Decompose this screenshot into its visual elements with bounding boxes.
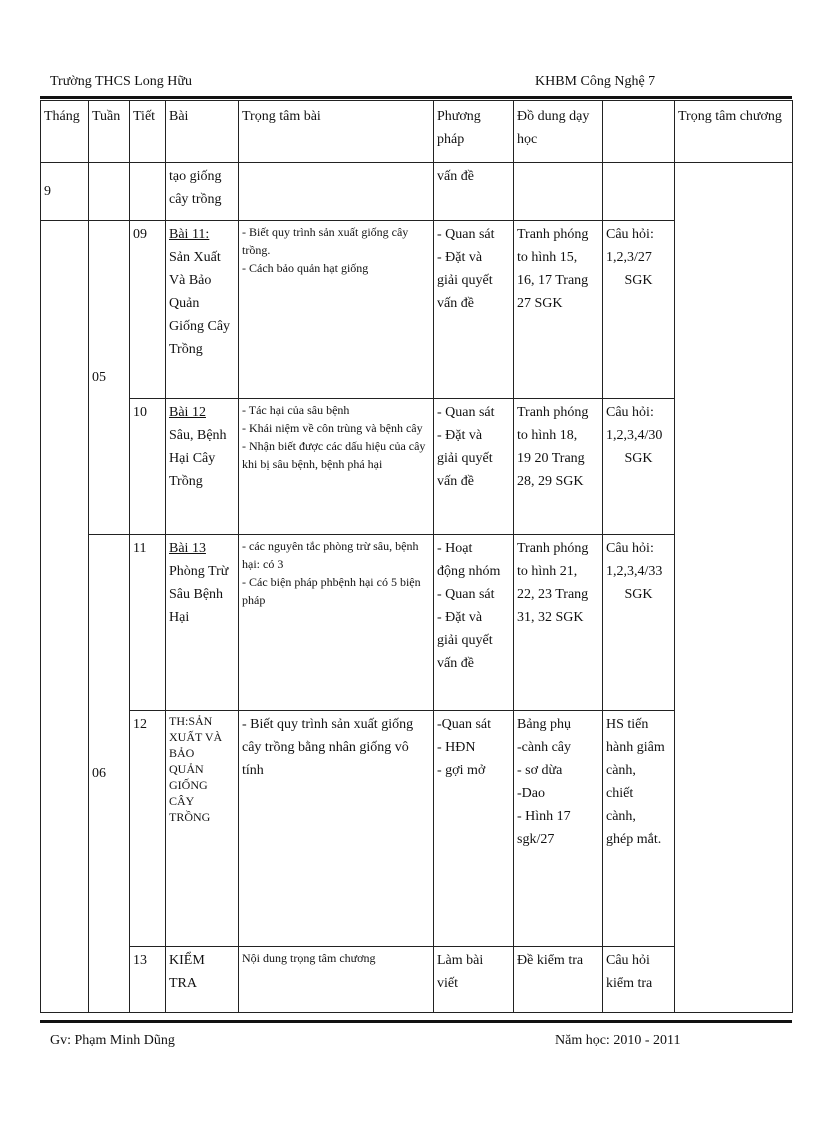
col-header-method: Phương pháp [434, 101, 514, 163]
lesson-title: Bài 13 [169, 541, 206, 556]
lesson-line: Trồng [169, 474, 203, 489]
lesson-line: CÂY [169, 794, 195, 808]
materials-line: - sơ dừa [517, 763, 563, 778]
month-cell-empty [41, 221, 89, 1013]
period-cell: 12 [130, 711, 166, 947]
lesson-line: Hại [169, 610, 190, 625]
period-cell: 09 [130, 221, 166, 399]
method-line: động nhóm [437, 564, 501, 579]
teacher-name: Gv: Phạm Minh Dũng [50, 1033, 175, 1048]
materials-line: Đề kiểm tra [517, 953, 584, 968]
materials-cell [514, 163, 603, 221]
extra-line: HS tiến [606, 717, 649, 732]
lesson-line: TRA [169, 976, 197, 991]
materials-line: Bảng phụ [517, 717, 572, 732]
lesson-line: TRỒNG [169, 810, 211, 824]
col-header-lesson: Bài [166, 101, 239, 163]
lesson-cell [166, 711, 239, 947]
method-cell [434, 221, 514, 399]
lesson-line: TH:SẢN [169, 714, 213, 728]
lesson-line: Sản Xuất [169, 250, 221, 265]
lesson-line: Sâu Bệnh [169, 587, 224, 602]
extra-line: chiết [606, 786, 634, 801]
materials-cell [514, 535, 603, 711]
lesson-line: Trồng [169, 342, 203, 357]
lesson-line: Và Bảo [169, 273, 212, 288]
extra-line: Câu hỏi: [606, 541, 654, 556]
method-line: giải quyết [437, 273, 493, 288]
method-line: vấn đề [437, 296, 474, 311]
lesson-line: XUẤT VÀ [169, 730, 223, 744]
materials-cell [514, 399, 603, 535]
focus-cell [239, 711, 434, 947]
lesson-cell [166, 947, 239, 1013]
lesson-line: cây trồng [169, 192, 222, 207]
method-line: - Đặt và [437, 428, 483, 443]
materials-cell [514, 947, 603, 1013]
lesson-line: Quản [169, 296, 200, 311]
method-line: - HĐN [437, 740, 476, 755]
lesson-cell [166, 399, 239, 535]
method-line: - Quan sát [437, 587, 495, 602]
school-year: Năm học: 2010 - 2011 [555, 1033, 681, 1048]
week-cell: 06 [89, 535, 130, 1013]
extra-line: Câu hỏi: [606, 227, 654, 242]
extra-cell [603, 535, 675, 711]
focus-line: - Các biện pháp phbệnh hại có 5 biện pháp [242, 575, 421, 607]
method-line: - Quan sát [437, 227, 495, 242]
col-header-month: Tháng [41, 101, 89, 163]
method-line: - Quan sát [437, 405, 495, 420]
chapter-focus-cell [675, 163, 793, 1013]
lesson-line: QUẢN [169, 762, 204, 776]
col-header-blank [603, 101, 675, 163]
materials-line: -cành cây [517, 740, 572, 755]
method-line: vấn đề [437, 169, 474, 184]
extra-cell [603, 947, 675, 1013]
extra-line: Câu hỏi [606, 953, 650, 968]
focus-line: - Nhận biết được các dấu hiệu của cây khi bị sâu bệnh, bệnh phá hại [242, 439, 426, 471]
materials-line: Tranh phóng [517, 405, 589, 420]
method-line: -Quan sát [437, 717, 492, 732]
focus-cell [239, 163, 434, 221]
materials-line: to hình 18, [517, 428, 578, 443]
focus-cell [239, 221, 434, 399]
period-cell: 13 [130, 947, 166, 1013]
method-cell [434, 399, 514, 535]
subject-title: KHBM Công Nghệ 7 [535, 74, 656, 89]
extra-line: kiểm tra [606, 976, 653, 991]
period-cell: 10 [130, 399, 166, 535]
method-line: viết [437, 976, 458, 991]
method-cell [434, 535, 514, 711]
materials-line: 27 SGK [517, 296, 563, 311]
materials-line: -Dao [517, 786, 545, 801]
period-cell [130, 163, 166, 221]
focus-line: - Khái niệm về côn trùng và bệnh cây [242, 421, 423, 435]
focus-cell [239, 947, 434, 1013]
materials-line: 22, 23 Trang [517, 587, 589, 602]
materials-cell [514, 711, 603, 947]
week-cell [89, 163, 130, 221]
footer-rule [40, 1020, 792, 1023]
extra-line: 1,2,3,4/30 [606, 428, 663, 443]
extra-line: SGK [624, 451, 653, 466]
extra-cell [603, 163, 675, 221]
table-header-row [41, 101, 793, 163]
lesson-plan-table [40, 100, 793, 1013]
materials-line: 16, 17 Trang [517, 273, 589, 288]
extra-line: cành, [606, 763, 636, 778]
col-header-chapter-focus: Trọng tâm chương [675, 101, 793, 163]
method-line: - gợi mở [437, 763, 486, 778]
header-rule [40, 96, 792, 99]
focus-line: - các nguyên tắc phòng trừ sâu, bệnh hại: có 3 [242, 539, 419, 571]
method-line: - Đặt và [437, 610, 483, 625]
focus-line: - Tác hại của sâu bệnh [242, 403, 350, 417]
lesson-line: KIỂM [169, 953, 205, 968]
materials-line: to hình 15, [517, 250, 578, 265]
lesson-title: Bài 12 [169, 405, 206, 420]
materials-line: 31, 32 SGK [517, 610, 584, 625]
table-row [41, 163, 793, 221]
month-cell: 9 [41, 163, 89, 221]
materials-cell [514, 221, 603, 399]
method-line: giải quyết [437, 451, 493, 466]
col-header-focus: Trọng tâm bài [239, 101, 434, 163]
col-header-week: Tuần [89, 101, 130, 163]
extra-line: hành giâm [606, 740, 665, 755]
period-cell: 11 [130, 535, 166, 711]
school-name: Trường THCS Long Hữu [50, 74, 192, 89]
lesson-title: Bài 11: [169, 227, 210, 242]
method-cell [434, 163, 514, 221]
materials-line: 19 20 Trang [517, 451, 585, 466]
extra-cell [603, 711, 675, 947]
lesson-line: Phòng Trừ [169, 564, 229, 579]
materials-line: 28, 29 SGK [517, 474, 584, 489]
lesson-line: Hại Cây [169, 451, 216, 466]
lesson-cell [166, 163, 239, 221]
extra-line: 1,2,3,4/33 [606, 564, 663, 579]
week-cell: 05 [89, 221, 130, 535]
focus-cell [239, 399, 434, 535]
extra-line: cành, [606, 809, 636, 824]
method-line: Làm bài [437, 953, 484, 968]
lesson-cell [166, 221, 239, 399]
method-cell [434, 711, 514, 947]
focus-cell [239, 535, 434, 711]
extra-cell [603, 221, 675, 399]
lesson-cell [166, 535, 239, 711]
col-header-period: Tiết [130, 101, 166, 163]
col-header-materials: Đồ dung dạy học [514, 101, 603, 163]
materials-line: Tranh phóng [517, 227, 589, 242]
focus-line: - Biết quy trình sản xuất giống cây trồng. [242, 225, 409, 257]
method-line: vấn đề [437, 474, 474, 489]
materials-line: sgk/27 [517, 832, 555, 847]
lesson-line: Giống Cây [169, 319, 231, 334]
focus-line: - Biết quy trình sản xuất giống cây trồng bằng nhân giống vô tính [242, 717, 414, 778]
focus-line: - Cách bảo quản hạt giống [242, 261, 369, 275]
lesson-line: GIỐNG [169, 778, 208, 792]
method-line: vấn đề [437, 656, 474, 671]
method-line: giải quyết [437, 633, 493, 648]
extra-line: ghép mắt. [606, 832, 662, 847]
extra-line: Câu hỏi: [606, 405, 654, 420]
method-line: - Hoạt [437, 541, 473, 556]
extra-line: SGK [624, 587, 653, 602]
lesson-line: BẢO [169, 746, 195, 760]
lesson-line: tạo giống [169, 169, 222, 184]
extra-cell [603, 399, 675, 535]
materials-line: Tranh phóng [517, 541, 589, 556]
method-cell [434, 947, 514, 1013]
method-line: - Đặt và [437, 250, 483, 265]
extra-line: 1,2,3/27 [606, 250, 652, 265]
materials-line: to hình 21, [517, 564, 578, 579]
focus-line: Nội dung trọng tâm chương [242, 951, 376, 965]
materials-line: - Hình 17 [517, 809, 571, 824]
extra-line: SGK [624, 273, 653, 288]
lesson-line: Sâu, Bệnh [169, 428, 227, 443]
